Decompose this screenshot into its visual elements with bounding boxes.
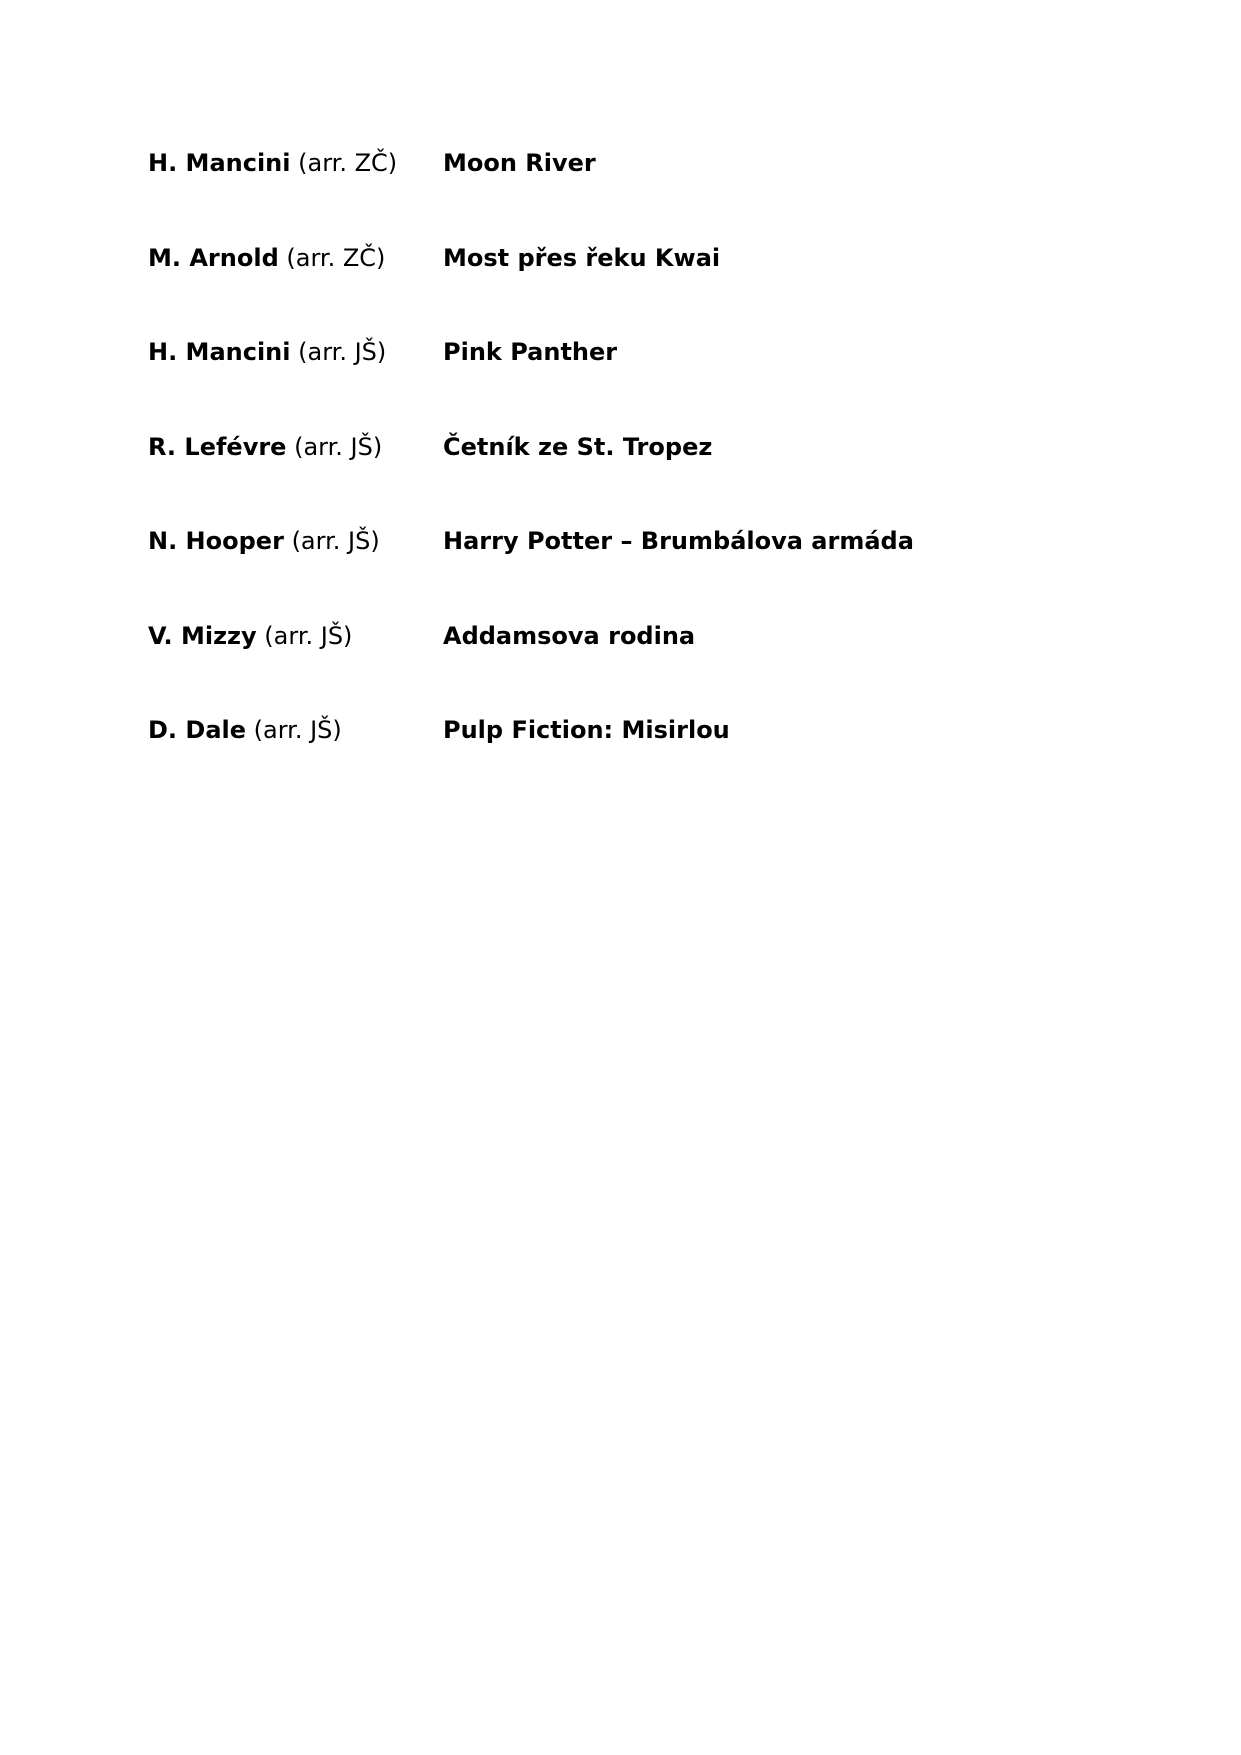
composer-name: D. Dale (148, 716, 247, 744)
arranger: (arr. JŠ) (264, 621, 353, 650)
arranger: (arr. JŠ) (294, 432, 383, 461)
program-row (148, 430, 1148, 525)
program-list (148, 146, 1148, 808)
program-row (148, 713, 1148, 808)
composer-name: R. Lefévre (148, 432, 287, 461)
composer-cell (148, 241, 438, 275)
arranger: (arr. JŠ) (291, 527, 380, 555)
arranger: (arr. ZČ) (298, 149, 398, 177)
program-row (148, 335, 1148, 430)
composer-name: V. Mizzy (148, 621, 257, 650)
piece-title: Pulp Fiction: Misirlou (443, 716, 730, 744)
composer-name: M. Arnold (148, 243, 279, 272)
composer-cell (148, 430, 438, 464)
arranger: (arr. JŠ) (298, 338, 387, 366)
program-row (148, 241, 1148, 336)
composer-cell (148, 713, 438, 747)
composer-name: H. Mancini (148, 338, 291, 366)
program-row (148, 146, 1148, 241)
piece-title: Pink Panther (443, 338, 618, 366)
program-row (148, 524, 1148, 619)
piece-title: Moon River (443, 149, 596, 177)
arranger: (arr. JŠ) (253, 716, 342, 744)
piece-title: Most přes řeku Kwai (443, 243, 721, 272)
composer-cell (148, 524, 438, 558)
piece-title: Četník ze St. Tropez (443, 432, 713, 461)
program-row (148, 619, 1148, 714)
composer-cell (148, 335, 438, 369)
composer-cell (148, 146, 438, 180)
arranger: (arr. ZČ) (286, 243, 386, 272)
composer-name: H. Mancini (148, 149, 291, 177)
composer-name: N. Hooper (148, 527, 284, 555)
piece-title: Harry Potter – Brumbálova armáda (443, 527, 914, 555)
piece-title: Addamsova rodina (443, 621, 696, 650)
composer-cell (148, 619, 438, 653)
